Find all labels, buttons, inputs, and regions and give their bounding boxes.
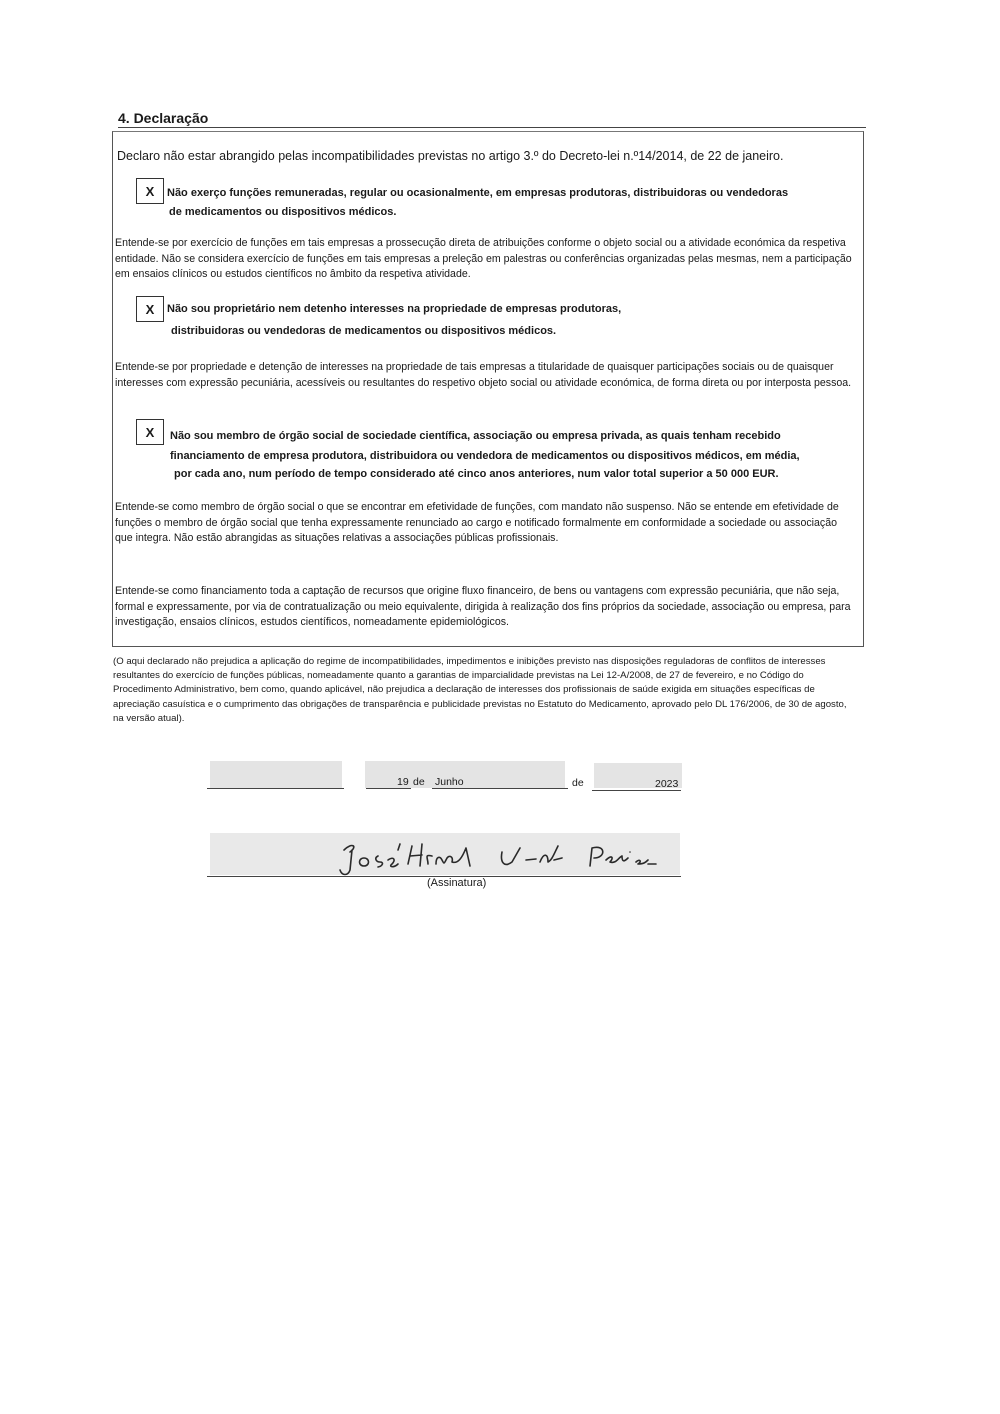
- checkbox-mark: X: [145, 424, 155, 440]
- checkbox-mark: X: [145, 183, 155, 199]
- option-2-line-1: Não sou proprietário nem detenho interesses na propriedade de empresas produtoras,: [167, 303, 622, 315]
- option-1-line-1: Não exerço funções remuneradas, regular ou ocasionalmente, em empresas produtoras, distribuidoras ou vendedoras: [167, 187, 789, 199]
- place-line: [207, 788, 344, 789]
- option-1-explanation: Entende-se por exercício de funções em tais empresas a prossecução direta de atribuições conforme o objeto social ou a atividade económica da respetiva entidade. Não se considera exercício de funções em tais empresas a preleção em palestras ou conferências organizadas pelas mesmas, nem a participação em ensaios clínicos ou estudos científicos no âmbito da respetiva atividade.: [115, 237, 852, 280]
- date-year: 2023: [655, 778, 679, 790]
- section-title: 4. Declaração: [118, 110, 866, 128]
- checkbox-no-ownership[interactable]: [136, 296, 164, 322]
- option-2-line-2: distribuidoras ou vendedoras de medicamentos ou dispositivos médicos.: [171, 325, 557, 337]
- year-line: [592, 790, 681, 791]
- signature-caption: (Assinatura): [427, 877, 487, 889]
- option-1-line-2: de medicamentos ou dispositivos médicos.: [169, 206, 397, 218]
- option-3-line-3: por cada ano, num período de tempo considerado até cinco anos anteriores, num valor total superior a 50 000 EUR.: [174, 468, 779, 480]
- option-2-explanation: Entende-se por propriedade e detenção de interesses na propriedade de tais empresas a titularidade de quaisquer participações sociais ou de quaisquer interesses com expressão pecuniária, acessíveis ou resultantes do respetivo objeto social ou atividade económica, de forma direta ou por interposta pessoa.: [115, 361, 852, 389]
- checkbox-mark: X: [145, 301, 155, 317]
- day-line: [366, 788, 411, 789]
- intro-text: Declaro não estar abrangido pelas incompatibilidades previstas no artigo 3.º do Decreto-lei n.º14/2014, de 22 de janeiro.: [117, 149, 784, 163]
- checkbox-no-remunerated-functions[interactable]: [136, 178, 164, 204]
- date-de-1: de: [413, 776, 425, 788]
- date-field-background: [365, 761, 565, 788]
- option-3-line-2: financiamento de empresa produtora, distribuidora ou vendedora de medicamentos ou dispositivos médicos, em média,: [170, 450, 800, 462]
- month-line: [432, 788, 568, 789]
- legal-note: (O aqui declarado não prejudica a aplicação do regime de incompatibilidades, impedimentos e inibições previsto nas disposições reguladoras de conflitos de interesses resultantes do exercício de funções públicas, nomeadamente quanto a garantias de imparcialidade previstas na Lei 12-A/2008, de 27 de fevereiro, e no Código do Procedimento Administrativo, bem como, quando aplicável, não prejudica a declaração de interesses dos profissionais de saúde exigida em situações específicas de apreciação casuística e o cumprimento das obrigações de transparência e publicidade previstas no Estatuto do Medicamento, aprovado pelo DL 176/2006, de 30 de agosto, na versão atual).: [113, 656, 847, 724]
- checkbox-no-social-body-membership[interactable]: [136, 419, 164, 445]
- date-day: 19: [397, 776, 409, 788]
- option-3-line-1: Não sou membro de órgão social de sociedade científica, associação ou empresa privada, as quais tenham recebido: [170, 430, 781, 442]
- handwritten-signature: [330, 830, 680, 880]
- financing-note: Entende-se como financiamento toda a captação de recursos que origine fluxo financeiro, de bens ou vantagens com expressão pecuniária, que não seja, formal e expressamente, por via de contratualização ou meio equivalente, dirigida à realização dos fins próprios da sociedade, associação ou empresa, para investigação, ensaios clínicos, estudos científicos, nomeadamente epidemiológicos.: [115, 585, 851, 628]
- date-de-2: de: [572, 777, 584, 789]
- date-month: Junho: [435, 776, 464, 788]
- option-3-explanation: Entende-se como membro de órgão social o que se encontrar em efetividade de funções, com mandato não suspenso. Não se entende em efetividade de funções o membro de órgão social que tenha expressamente renunciado ao cargo e notificado formalmente em conformidade a sociedade ou associação que integra. Não estão abrangidas as situações relativas a associações públicas profissionais.: [115, 501, 839, 544]
- redacted-place: [210, 761, 342, 788]
